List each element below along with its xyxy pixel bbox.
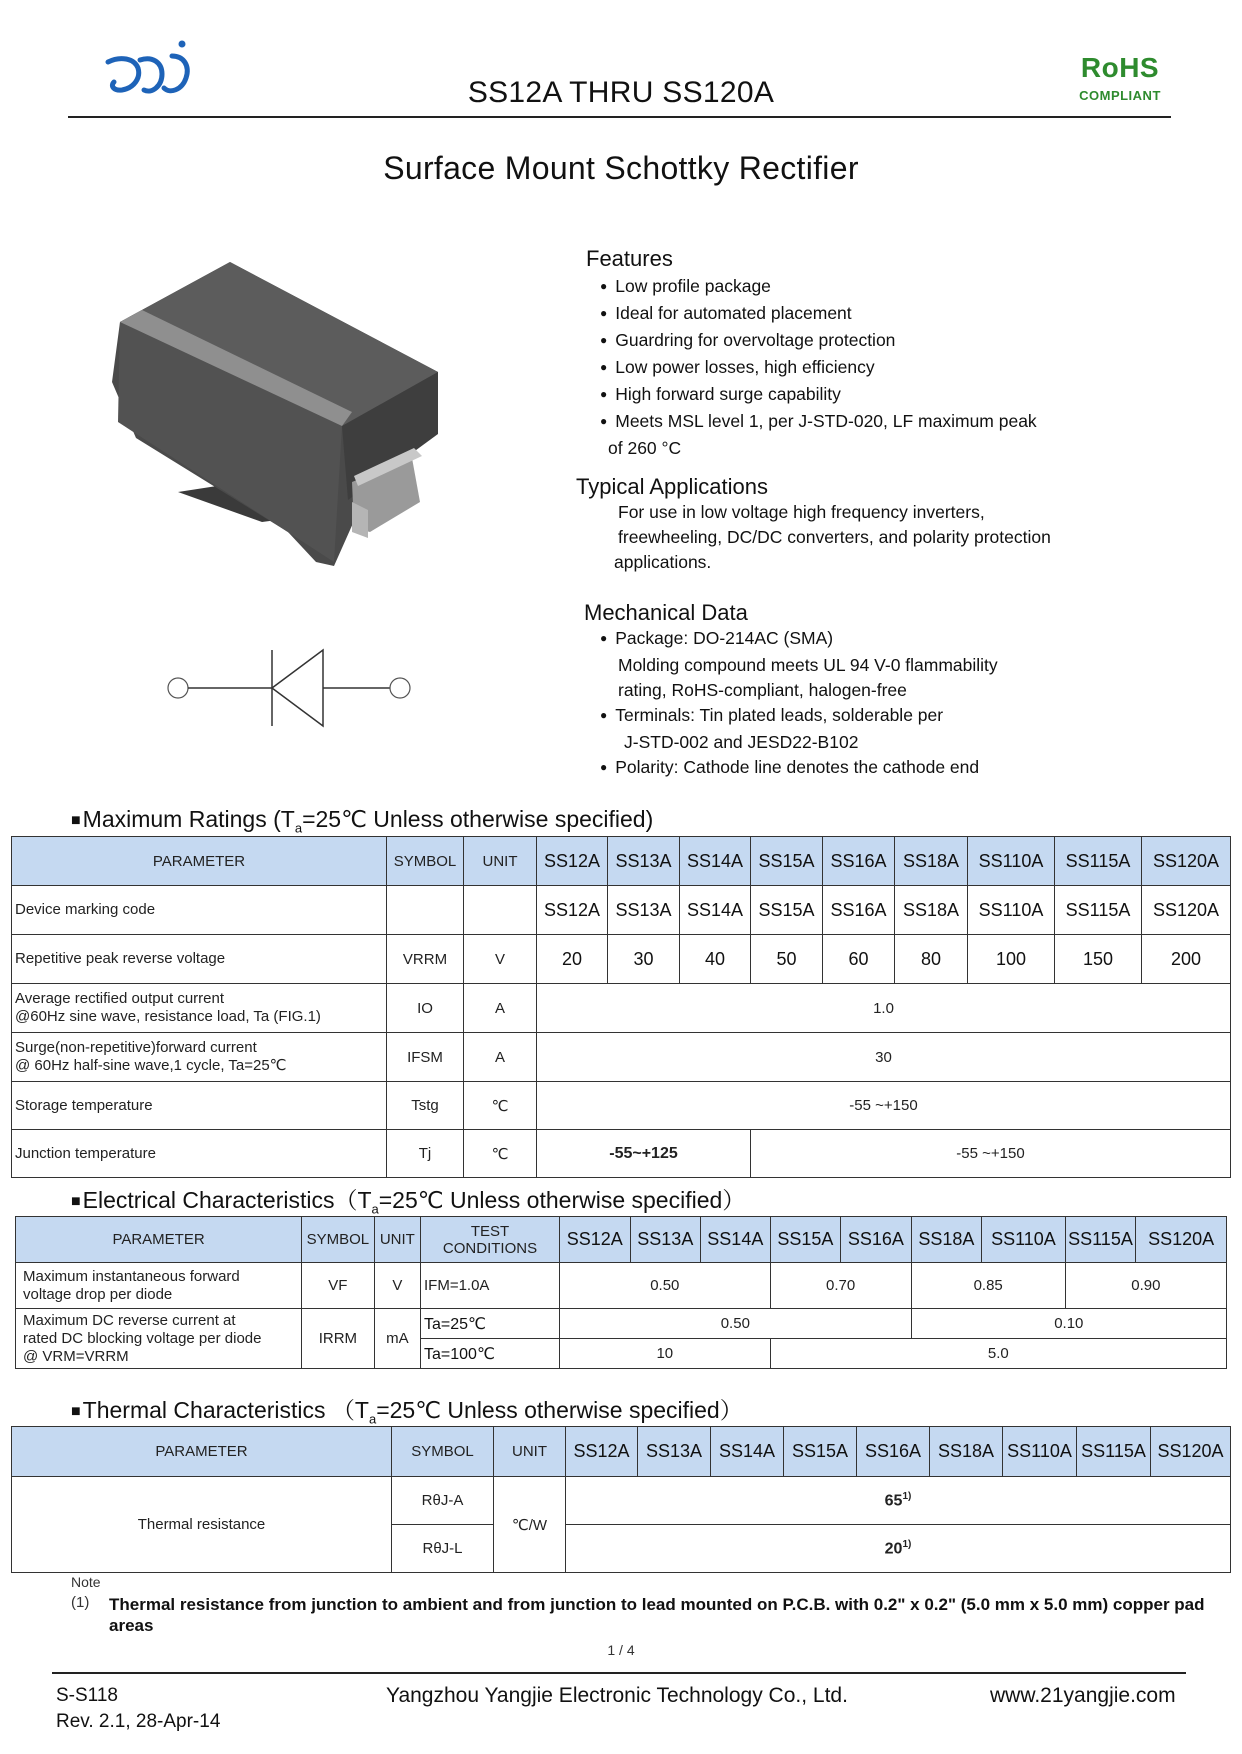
- cell-value: 0.90: [1065, 1263, 1226, 1309]
- cell-value: 30: [608, 935, 680, 984]
- cell-value: 150: [1055, 935, 1142, 984]
- applications-line: applications.: [614, 552, 712, 572]
- mechanical-molding-line: rating, RoHS-compliant, halogen-free: [618, 680, 907, 700]
- cell-value: SS16A: [823, 886, 895, 935]
- cell-value: SS15A: [751, 886, 823, 935]
- cell-symbol: VF: [302, 1263, 375, 1309]
- package-value: DO-214AC (SMA): [693, 628, 834, 648]
- note-label: Note: [71, 1574, 101, 1590]
- rohs-badge: [1060, 52, 1180, 103]
- rohs-label: RoHS: [1080, 52, 1160, 83]
- cell-unit: [464, 886, 537, 935]
- document-code: [56, 1683, 220, 1735]
- cell-value: 60: [823, 935, 895, 984]
- note-number: (1): [71, 1594, 90, 1611]
- rohs-compliant-label: COMPLIANT: [1079, 88, 1161, 103]
- row-label: Surge(non-repetitive)forward current @ 60Hz half-sine wave,1 cycle, Ta=25℃: [12, 1033, 387, 1082]
- col-part: SS16A: [823, 837, 895, 886]
- table-row: [12, 886, 1231, 935]
- applications-line: For use in low voltage high frequency inverters,: [618, 502, 985, 522]
- cell-value: 100: [968, 935, 1055, 984]
- col-part: SS15A: [784, 1427, 857, 1477]
- feature-item: ● Low profile package: [586, 274, 1106, 301]
- col-test-conditions: TEST CONDITIONS: [421, 1217, 560, 1263]
- col-part: SS18A: [895, 837, 968, 886]
- table-header-row: [16, 1217, 1227, 1263]
- table-header-row: [12, 837, 1231, 886]
- cell-value: SS13A: [608, 886, 680, 935]
- polarity-label: Polarity:: [615, 757, 679, 777]
- sma-package-image: [112, 262, 502, 592]
- row-label: Device marking code: [12, 886, 387, 935]
- feature-item: ● High forward surge capability: [586, 382, 1106, 409]
- features-title: Features: [586, 246, 673, 271]
- mechanical-package: [584, 626, 1124, 653]
- table-header-row: [12, 1427, 1231, 1477]
- col-part: SS12A: [537, 837, 608, 886]
- cell-value: 20: [537, 935, 608, 984]
- col-part: SS18A: [911, 1217, 982, 1263]
- cell-symbol: RθJ-A: [392, 1477, 494, 1525]
- package-label: Package:: [615, 628, 689, 648]
- company-name: Yangzhou Yangjie Electronic Technology Co., Ltd.: [386, 1684, 848, 1707]
- applications-line: freewheeling, DC/DC converters, and polarity protection: [618, 527, 1051, 547]
- col-parameter: PARAMETER: [16, 1217, 302, 1263]
- row-label: Thermal resistance: [12, 1477, 392, 1573]
- col-part: SS14A: [680, 837, 751, 886]
- cell-value: SS12A: [537, 886, 608, 935]
- page-number: 1 / 4: [607, 1642, 635, 1658]
- table-row: [16, 1309, 1227, 1339]
- col-part: SS115A: [1055, 837, 1142, 886]
- mechanical-data-section: [584, 600, 1124, 782]
- col-part: SS115A: [1065, 1217, 1136, 1263]
- applications-title: Typical Applications: [576, 474, 768, 499]
- electrical-title: ■Electrical $Characteristics(T_a=25℃$ Unless otherwise specified）: [71, 1187, 746, 1217]
- electrical-table: [15, 1216, 1227, 1369]
- col-part: SS115A: [1077, 1427, 1151, 1477]
- col-parameter: PARAMETER: [12, 1427, 392, 1477]
- col-part: SS14A: [711, 1427, 784, 1477]
- feature-item: ● Meets MSL level 1, per J-STD-020, LF maximum peak: [586, 409, 1106, 436]
- col-part: SS120A: [1136, 1217, 1227, 1263]
- cell-unit: mA: [374, 1309, 420, 1369]
- cell-value: SS14A: [680, 886, 751, 935]
- table-row: [12, 984, 1231, 1033]
- mechanical-polarity: [584, 755, 1124, 782]
- cell-value: 0.50: [560, 1263, 771, 1309]
- cell-value: 1.0: [537, 984, 1231, 1033]
- row-label: Storage temperature: [12, 1082, 387, 1130]
- col-part: SS110A: [1003, 1427, 1077, 1477]
- col-symbol: SYMBOL: [387, 837, 464, 886]
- cell-unit: V: [464, 935, 537, 984]
- col-part: SS110A: [982, 1217, 1066, 1263]
- cell-value: 80: [895, 935, 968, 984]
- col-part: SS110A: [968, 837, 1055, 886]
- cell-value: SS18A: [895, 886, 968, 935]
- doc-code: S-S118: [56, 1685, 118, 1706]
- col-unit: UNIT: [494, 1427, 566, 1477]
- table-row: [12, 1033, 1231, 1082]
- table-row: [12, 1477, 1231, 1525]
- col-part: SS16A: [857, 1427, 930, 1477]
- cell-value: -55 ~+150: [751, 1130, 1231, 1178]
- row-label: Maximum DC reverse current at rated DC blocking voltage per diode @ VRM=VRRM: [16, 1309, 302, 1369]
- col-part: SS120A: [1151, 1427, 1231, 1477]
- cell-value: 30: [537, 1033, 1231, 1082]
- cell-unit: ℃: [464, 1130, 537, 1178]
- col-part: SS13A: [630, 1217, 701, 1263]
- cell-unit: ℃: [464, 1082, 537, 1130]
- feature-item: ● Ideal for automated placement: [586, 301, 1106, 328]
- feature-item-continuation: of 260 °C: [608, 438, 682, 458]
- website-link[interactable]: www.21yangjie.com: [990, 1684, 1176, 1707]
- table-row: [16, 1263, 1227, 1309]
- cell-value: 50: [751, 935, 823, 984]
- cell-unit: A: [464, 984, 537, 1033]
- cell-unit: V: [374, 1263, 420, 1309]
- cell-symbol: Tj: [387, 1130, 464, 1178]
- col-part: SS16A: [841, 1217, 912, 1263]
- cell-symbol: IO: [387, 984, 464, 1033]
- cell-value: 10: [560, 1339, 771, 1369]
- diode-symbol: [160, 648, 420, 728]
- col-symbol: SYMBOL: [302, 1217, 375, 1263]
- cell-symbol: RθJ-L: [392, 1525, 494, 1573]
- cell-value: 0.10: [911, 1309, 1226, 1339]
- col-part: SS15A: [770, 1217, 841, 1263]
- thermal-title: ■Thermal Characteristics （$T_a=25℃$ Unless otherwise specified）: [71, 1397, 743, 1427]
- mechanical-title: Mechanical Data: [584, 600, 748, 625]
- row-label: Maximum instantaneous forward voltage drop per diode: [16, 1263, 302, 1309]
- cell-symbol: VRRM: [387, 935, 464, 984]
- cell-value: 0.50: [560, 1309, 912, 1339]
- cell-symbol: IRRM: [302, 1309, 375, 1369]
- cell-value: 20$^{1)}$: [566, 1525, 1231, 1573]
- cell-value: SS110A: [968, 886, 1055, 935]
- col-part: SS13A: [638, 1427, 711, 1477]
- cell-unit: ℃/W: [494, 1477, 566, 1573]
- col-part: SS13A: [608, 837, 680, 886]
- col-unit: UNIT: [464, 837, 537, 886]
- table-row: [12, 1082, 1231, 1130]
- mechanical-terminals: [584, 703, 1124, 730]
- cell-value: 0.85: [911, 1263, 1065, 1309]
- row-label: Average rectified output current @60Hz sine wave, resistance load, Ta (FIG.1): [12, 984, 387, 1033]
- footer-rule: [52, 1672, 1186, 1674]
- cell-value: -55 ~+150: [537, 1082, 1231, 1130]
- applications-section: [576, 474, 1116, 575]
- cell-value: 5.0: [770, 1339, 1226, 1369]
- cell-symbol: Tstg: [387, 1082, 464, 1130]
- col-unit: UNIT: [374, 1217, 420, 1263]
- max-ratings-table: [11, 836, 1231, 1178]
- cell-symbol: [387, 886, 464, 935]
- document-subtitle: Surface Mount Schottky Rectifier: [383, 150, 859, 186]
- cell-condition: Ta=100℃: [421, 1339, 560, 1369]
- row-label: Junction temperature: [12, 1130, 387, 1178]
- document-title: SS12A THRU SS120A: [467, 76, 775, 109]
- max-ratings-title: ■Maximum Ratings ($T_a=25℃$ Unless otherwise specified): [71, 806, 654, 836]
- col-parameter: PARAMETER: [12, 837, 387, 886]
- feature-item: ● Low power losses, high efficiency: [586, 355, 1106, 382]
- mechanical-molding-line: Molding compound meets UL 94 V-0 flammability: [618, 655, 998, 675]
- cell-condition: IFM=1.0A: [421, 1263, 560, 1309]
- polarity-value: Cathode line denotes the cathode end: [683, 757, 980, 777]
- cell-value: 40: [680, 935, 751, 984]
- cell-value: 0.70: [770, 1263, 911, 1309]
- row-label: Repetitive peak reverse voltage: [12, 935, 387, 984]
- terminals-label: Terminals:: [615, 705, 695, 725]
- cell-value: -55~+125: [537, 1130, 751, 1178]
- revision: Rev. 2.1, 28-Apr-14: [56, 1711, 221, 1732]
- col-part: SS18A: [930, 1427, 1003, 1477]
- col-part: SS15A: [751, 837, 823, 886]
- mechanical-terminals-cont: J-STD-002 and JESD22-B102: [624, 732, 859, 752]
- col-part: SS120A: [1142, 837, 1231, 886]
- cell-value: 200: [1142, 935, 1231, 984]
- thermal-table: [11, 1426, 1231, 1573]
- table-row: [12, 935, 1231, 984]
- header-rule: [68, 116, 1171, 118]
- features-section: [586, 246, 1106, 461]
- col-part: SS14A: [701, 1217, 771, 1263]
- col-part: SS12A: [560, 1217, 631, 1263]
- cell-value: SS120A: [1142, 886, 1231, 935]
- cell-condition: Ta=25℃: [421, 1309, 560, 1339]
- table-row: [12, 1130, 1231, 1178]
- cell-value: SS115A: [1055, 886, 1142, 935]
- cell-unit: A: [464, 1033, 537, 1082]
- col-part: SS12A: [566, 1427, 638, 1477]
- cell-value: 65$^{1)}$: [566, 1477, 1231, 1525]
- col-symbol: SYMBOL: [392, 1427, 494, 1477]
- terminals-value: Tin plated leads, solderable per: [699, 705, 944, 725]
- note-text: Thermal resistance from junction to ambient and from junction to lead mounted on P.C.B. with 0.2" x 0.2" (5.0 mm x 5.0 mm) copper pad areas: [109, 1595, 1205, 1635]
- feature-item: ● Guardring for overvoltage protection: [586, 328, 1106, 355]
- cell-symbol: IFSM: [387, 1033, 464, 1082]
